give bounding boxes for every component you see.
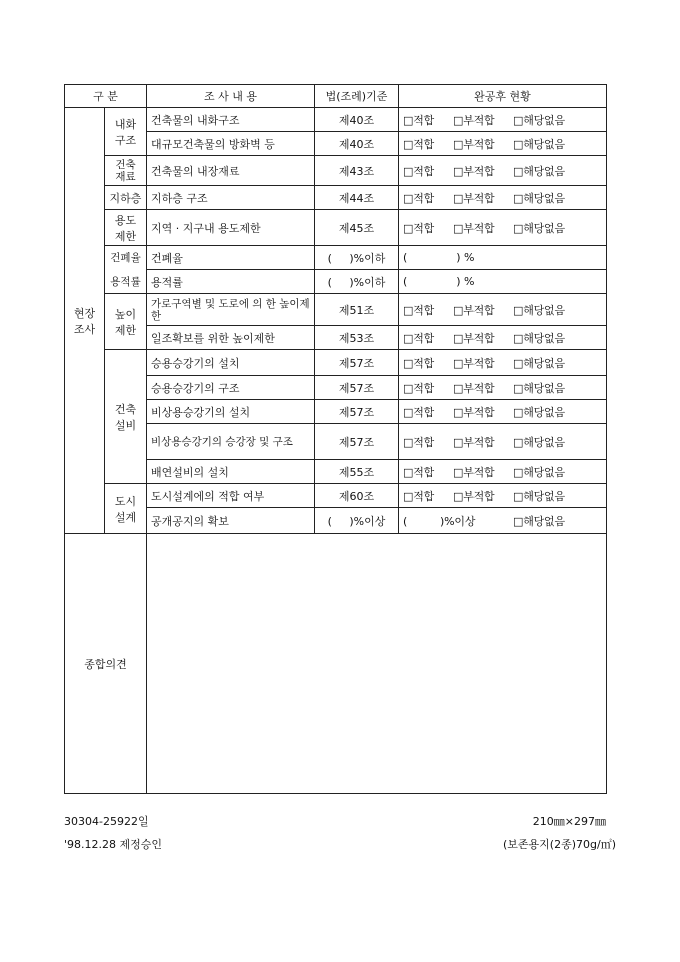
table-row [65,376,607,400]
checkbox-nonconforming[interactable]: □부적합 [453,137,495,151]
status-options [399,376,607,400]
legal-standard: 제44조 [315,186,399,210]
survey-item: 건축물의 내장재료 [147,156,315,186]
group-label: 제한 [114,323,137,337]
survey-item: 승용승강기의 설치 [147,350,315,376]
group-label: 용적률 [110,275,141,288]
header-category: 구 분 [65,85,147,108]
group-label: 재료 [115,170,136,183]
checkbox-conforming[interactable]: □적합 [403,381,435,395]
status-options [399,326,607,350]
status-percent-input[interactable]: ( )%이상 [403,514,476,528]
table-row [65,400,607,424]
survey-item: 지하층 구조 [147,186,315,210]
survey-item: 용적률 [147,270,315,294]
form-code: 30304-25922일 [64,815,149,828]
group-label: 높이 [114,307,137,321]
group-label: 내화 [114,117,137,131]
group-building-equipment [105,350,147,484]
checkbox-conforming[interactable]: □적합 [403,191,435,205]
legal-standard: 제57조 [315,376,399,400]
status-percent-input[interactable]: ( ) % [399,246,607,270]
status-options [399,156,607,186]
survey-item: 건폐율 [147,246,315,270]
legal-standard-percent[interactable]: ( )%이하 [315,246,399,270]
checkbox-nonconforming[interactable]: □부적합 [453,164,495,178]
legal-standard: 제40조 [315,132,399,156]
survey-item: 지역 · 지구내 용도제한 [147,210,315,246]
legal-standard: 제57조 [315,424,399,460]
checkbox-not-applicable[interactable]: □해당없음 [513,356,565,370]
survey-item: 일조확보를 위한 높이제한 [147,326,315,350]
checkbox-conforming[interactable]: □적합 [403,137,435,151]
status-options [399,294,607,326]
table-row [65,270,607,294]
table-row [65,108,607,132]
checkbox-conforming[interactable]: □적합 [403,331,435,345]
checkbox-conforming[interactable]: □적합 [403,489,435,503]
status-options [399,350,607,376]
legal-standard: 제51조 [315,294,399,326]
group-coverage-floor-ratio [105,246,147,294]
group-label: 구조 [114,133,137,147]
checkbox-nonconforming[interactable]: □부적합 [453,331,495,345]
paper-size: 210㎜×297㎜ [532,815,606,828]
checkbox-not-applicable[interactable]: □해당없음 [513,331,565,345]
legal-standard-percent[interactable]: ( )%이하 [315,270,399,294]
table-row [65,508,607,534]
section-site-survey [65,108,105,534]
table-row [65,424,607,460]
group-label: 건축 [115,158,136,171]
approval-date: '98.12.28 제정승인 [64,838,163,851]
group-label: 도시 [114,494,137,508]
status-options [399,210,607,246]
status-options [399,400,607,424]
table-row [65,210,607,246]
group-basement [105,186,147,210]
checkbox-conforming[interactable]: □적합 [403,435,435,449]
checkbox-not-applicable[interactable]: □해당없음 [513,164,565,178]
survey-item: 비상용승강기의 승강장 및 구조 [147,424,315,460]
table-row [65,246,607,270]
table-header-row [65,85,607,108]
group-label: 용도 [114,213,137,227]
legal-standard: 제57조 [315,400,399,424]
survey-item: 배연설비의 설치 [147,460,315,484]
survey-item: 대규모건축물의 방화벽 등 [147,132,315,156]
checkbox-conforming[interactable]: □적합 [403,113,435,127]
header-legal-standard: 법(조례)기준 [315,85,399,108]
survey-item: 도시설계에의 적합 여부 [147,484,315,508]
header-survey-content: 조 사 내 용 [147,85,315,108]
table-row [65,350,607,376]
status-options [399,484,607,508]
survey-item: 건축물의 내화구조 [147,108,315,132]
inspection-form-table [64,84,607,794]
group-height-restriction [105,294,147,350]
table-row [65,186,607,210]
checkbox-not-applicable[interactable]: □해당없음 [513,465,565,479]
group-label: 건축 [114,402,137,416]
section-label-line2: 조사 [73,322,96,336]
checkbox-nonconforming[interactable]: □부적합 [453,435,495,449]
checkbox-conforming[interactable]: □적합 [403,164,435,178]
group-label: 설계 [114,510,137,524]
group-label: 설비 [114,418,137,432]
group-use-restriction [105,210,147,246]
opinion-input-area[interactable] [147,534,607,794]
survey-item: 공개공지의 확보 [147,508,315,534]
status-options [399,460,607,484]
checkbox-nonconforming[interactable]: □부적합 [453,489,495,503]
status-options [399,186,607,210]
checkbox-conforming[interactable]: □적합 [403,465,435,479]
group-fire-resistant-structure [105,108,147,156]
group-label: 건폐율 [110,251,141,264]
checkbox-conforming[interactable]: □적합 [403,303,435,317]
checkbox-nonconforming[interactable]: □부적합 [453,381,495,395]
legal-standard: 제53조 [315,326,399,350]
checkbox-not-applicable[interactable]: □해당없음 [513,435,565,449]
legal-standard: 제60조 [315,484,399,508]
status-options [399,424,607,460]
status-options [399,132,607,156]
group-urban-design [105,484,147,534]
legal-standard-percent[interactable]: ( )%이상 [315,508,399,534]
legal-standard: 제40조 [315,108,399,132]
status-percent-input[interactable]: ( ) % [399,270,607,294]
checkbox-not-applicable[interactable]: □해당없음 [513,405,565,419]
checkbox-nonconforming[interactable]: □부적합 [453,303,495,317]
legal-standard: 제57조 [315,350,399,376]
checkbox-not-applicable[interactable]: □해당없음 [513,489,565,503]
legal-standard: 제43조 [315,156,399,186]
checkbox-nonconforming[interactable]: □부적합 [453,465,495,479]
status-options [399,108,607,132]
table-row [65,132,607,156]
table-row [65,484,607,508]
opinion-row [65,534,607,794]
section-label-line1: 현장 [73,306,96,320]
checkbox-conforming[interactable]: □적합 [403,221,435,235]
survey-item: 비상용승강기의 설치 [147,400,315,424]
checkbox-not-applicable[interactable]: □해당없음 [513,137,565,151]
checkbox-not-applicable[interactable]: □해당없음 [513,113,565,127]
header-post-completion-status: 완공후 현황 [399,85,607,108]
checkbox-nonconforming[interactable]: □부적합 [453,405,495,419]
checkbox-nonconforming[interactable]: □부적합 [453,113,495,127]
legal-standard: 제45조 [315,210,399,246]
table-row [65,326,607,350]
checkbox-not-applicable[interactable]: □해당없음 [513,191,565,205]
checkbox-not-applicable[interactable]: □해당없음 [513,303,565,317]
status-options [399,508,607,534]
checkbox-not-applicable[interactable]: □해당없음 [513,514,565,528]
checkbox-not-applicable[interactable]: □해당없음 [513,221,565,235]
table-row [65,294,607,326]
survey-item: 승용승강기의 구조 [147,376,315,400]
table-row [65,156,607,186]
checkbox-nonconforming[interactable]: □부적합 [453,356,495,370]
group-building-materials [105,156,147,186]
legal-standard: 제55조 [315,460,399,484]
checkbox-not-applicable[interactable]: □해당없음 [513,381,565,395]
survey-item: 가로구역별 및 도로에 의 한 높이제한 [147,294,315,326]
checkbox-nonconforming[interactable]: □부적합 [453,191,495,205]
group-label: 지하층 [109,191,142,205]
opinion-label: 종합의견 [65,534,147,794]
paper-spec: (보존용지(2종)70g/㎡) [503,838,616,851]
table-row [65,460,607,484]
group-label: 제한 [114,229,137,243]
checkbox-conforming[interactable]: □적합 [403,356,435,370]
checkbox-nonconforming[interactable]: □부적합 [453,221,495,235]
checkbox-conforming[interactable]: □적합 [403,405,435,419]
